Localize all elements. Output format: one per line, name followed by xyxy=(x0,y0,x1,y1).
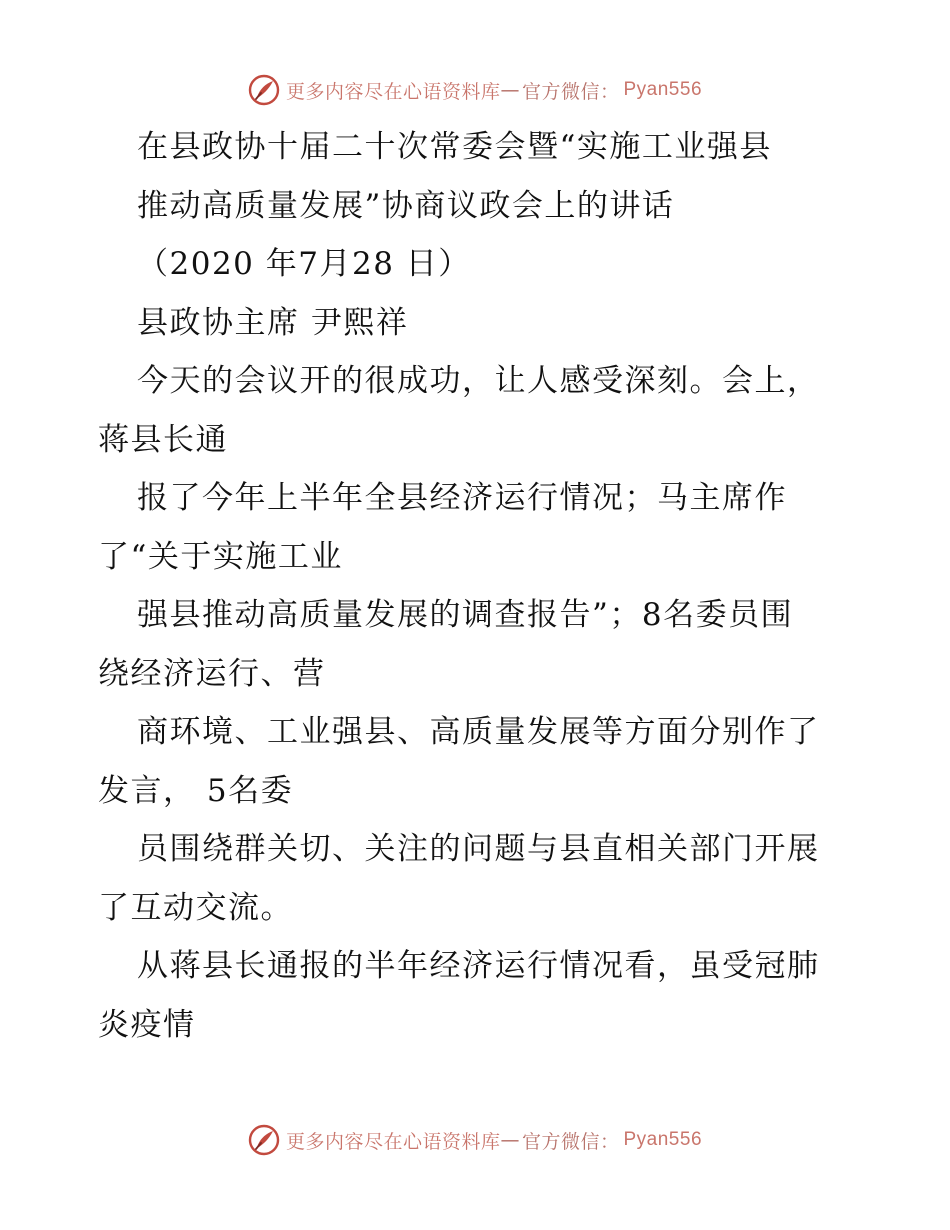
watermark-wechat-id: Pyan556 xyxy=(623,1129,703,1150)
document-body xyxy=(98,118,878,1054)
document-line: 员围绕群关切、关注的问题与县直相关部门开展 xyxy=(137,831,820,867)
footer-watermark xyxy=(0,1120,950,1160)
watermark-separator: — xyxy=(500,79,520,101)
document-line: 从蒋县长通报的半年经济运行情况看，虽受冠肺 xyxy=(137,948,820,984)
document-line: 在县政协十届二十次常委会暨“实施工业强县 xyxy=(137,129,772,165)
document-line: 了“关于实施工业 xyxy=(98,538,343,575)
watermark-separator: — xyxy=(500,1129,520,1151)
watermark-wechat-label: 官方微信： xyxy=(521,1130,620,1153)
document-line: 强县推动高质量发展的调查报告”；8名委员围 xyxy=(137,597,794,633)
document-line: 绕经济运行、营 xyxy=(98,655,326,692)
document-line: 报了今年上半年全县经济运行情况；马主席作 xyxy=(137,480,787,516)
quill-logo-icon xyxy=(248,1124,280,1156)
document-line: 了互动交流。 xyxy=(98,889,293,926)
watermark-wechat-label: 官方微信： xyxy=(521,80,620,103)
quill-logo-icon xyxy=(248,74,280,106)
document-line: （2020 年7月28 日） xyxy=(137,246,471,282)
document-line: 商环境、工业强县、高质量发展等方面分别作了 xyxy=(137,714,820,750)
watermark-site-text: 更多内容尽在心语资料库 xyxy=(285,80,501,103)
watermark-site-text: 更多内容尽在心语资料库 xyxy=(285,1130,501,1153)
watermark-wechat-id: Pyan556 xyxy=(623,79,703,100)
document-line: 蒋县长通 xyxy=(98,421,228,458)
document-line: 推动高质量发展”协商议政会上的讲话 xyxy=(137,187,675,224)
document-line: 今天的会议开的很成功，让人感受深刻。会上， xyxy=(137,363,820,399)
header-watermark xyxy=(0,70,950,110)
document-line: 炎疫情 xyxy=(98,1006,196,1043)
document-line: 县政协主席 尹熙祥 xyxy=(137,304,409,341)
document-line: 发言， 5名委 xyxy=(98,772,294,809)
